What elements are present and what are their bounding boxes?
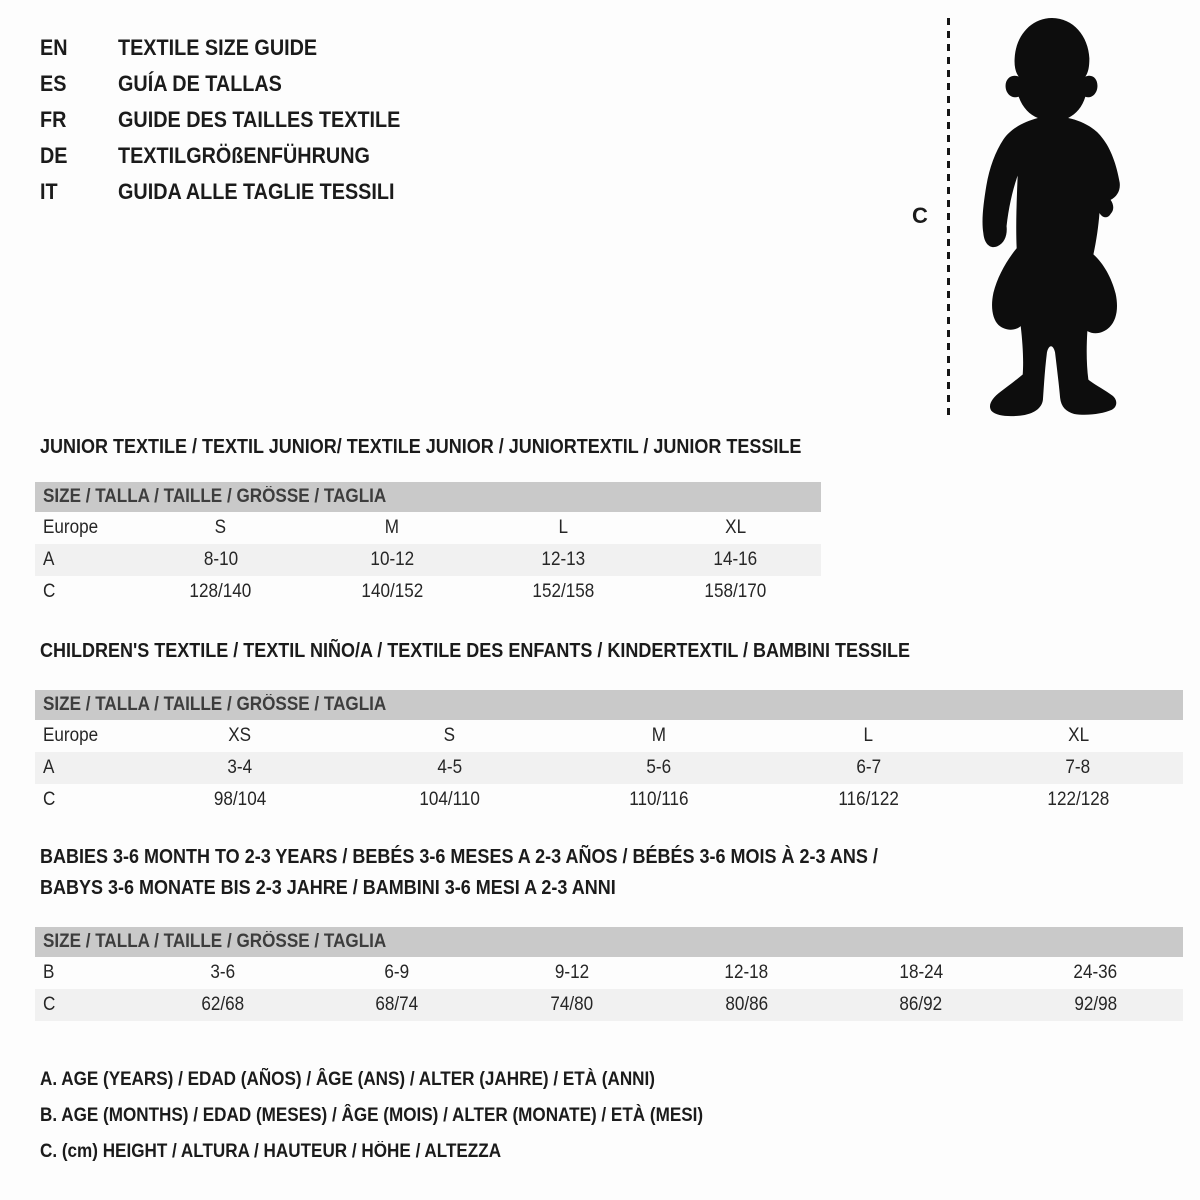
language-row: [40, 66, 432, 102]
row-label: B: [43, 962, 55, 983]
size-value: S: [443, 725, 456, 746]
height-value: 92/98: [1074, 994, 1118, 1015]
height-value: 68/74: [375, 994, 419, 1015]
height-value: 152/158: [532, 581, 595, 602]
height-value: 116/122: [838, 789, 899, 810]
age-value: 8-10: [203, 549, 238, 570]
height-value: 122/128: [1047, 789, 1110, 810]
height-value: 140/152: [361, 581, 424, 602]
language-row: [40, 138, 432, 174]
age-value: 6-7: [856, 757, 881, 778]
language-code: EN: [40, 35, 68, 60]
height-label-c: C: [912, 203, 928, 228]
age-value: 7-8: [1065, 757, 1091, 778]
size-header-bar: SIZE / TALLA / TAILLE / GRÖSSE / TAGLIA: [35, 690, 1183, 720]
row-label: A: [43, 549, 55, 570]
age-value: 3-4: [227, 757, 253, 778]
language-title: GUIDE DES TAILLES TEXTILE: [118, 107, 401, 132]
age-value: 18-24: [899, 962, 943, 983]
language-title: GUÍA DE TALLAS: [118, 71, 282, 96]
size-header-bar: SIZE / TALLA / TAILLE / GRÖSSE / TAGLIA: [35, 482, 821, 512]
size-value: XL: [724, 517, 746, 538]
table-row: [35, 989, 1183, 1021]
age-value: 6-9: [384, 962, 410, 983]
legend-line-a: A. AGE (YEARS) / EDAD (AÑOS) / ÂGE (ANS) / ALTER (JAHRE) / ETÀ (ANNI): [40, 1069, 655, 1090]
table-row: [35, 544, 821, 576]
age-value: 14-16: [713, 549, 758, 570]
language-title: TEXTILE SIZE GUIDE: [118, 35, 318, 60]
size-value: XS: [228, 725, 252, 746]
row-label: A: [43, 757, 55, 778]
babies-table: [35, 927, 1183, 1021]
height-value: 98/104: [213, 789, 266, 810]
babies-heading: BABIES 3-6 MONTH TO 2-3 YEARS / BEBÉS 3-6 MESES A 2-3 AÑOS / BÉBÉS 3-6 MOIS À 2-3 ANS / BABYS 3-6 MONATE BIS 2-3 JAHRE / BAMBINI 3-6 MESI A 2-3 ANNI: [40, 846, 878, 899]
age-value: 5-6: [646, 757, 672, 778]
children-heading: CHILDREN'S TEXTILE / TEXTIL NIÑO/A / TEXTILE DES ENFANTS / KINDERTEXTIL / BAMBINI TESSILE: [40, 640, 911, 662]
row-label: C: [43, 789, 56, 810]
language-code: IT: [40, 179, 58, 204]
age-value: 10-12: [370, 549, 415, 570]
age-value: 12-13: [541, 549, 586, 570]
height-value: 128/140: [189, 581, 252, 602]
language-row: [40, 30, 432, 66]
height-value: 104/110: [419, 789, 480, 810]
language-row: [40, 174, 432, 210]
size-value: L: [863, 725, 874, 746]
row-label: Europe: [43, 517, 99, 538]
age-value: 3-6: [209, 962, 235, 983]
table-row: [35, 957, 1183, 989]
table-row: [35, 576, 821, 608]
size-header-bar: SIZE / TALLA / TAILLE / GRÖSSE / TAGLIA: [35, 927, 1183, 957]
size-value: M: [385, 517, 400, 538]
junior-table: [35, 482, 821, 608]
height-value: 86/92: [899, 994, 943, 1015]
age-value: 9-12: [554, 962, 589, 983]
age-value: 24-36: [1073, 962, 1118, 983]
language-row: [40, 102, 432, 138]
table-row: [35, 512, 821, 544]
height-value: 80/86: [724, 994, 768, 1015]
height-value: 62/68: [200, 994, 244, 1015]
children-table: [35, 690, 1183, 816]
junior-heading: JUNIOR TEXTILE / TEXTIL JUNIOR/ TEXTILE JUNIOR / JUNIORTEXTIL / JUNIOR TESSILE: [40, 436, 802, 458]
row-label: C: [43, 994, 56, 1015]
language-code: FR: [40, 107, 67, 132]
size-value: S: [215, 517, 227, 538]
table-row: [35, 784, 1183, 816]
table-row: [35, 752, 1183, 784]
language-title-list: [40, 30, 432, 210]
language-title: TEXTILGRÖßENFÜHRUNG: [118, 143, 370, 168]
language-title: GUIDA ALLE TAGLIE TESSILI: [118, 179, 395, 204]
language-code: DE: [40, 143, 68, 168]
size-value: XL: [1067, 725, 1089, 746]
row-label: Europe: [43, 725, 99, 746]
legend-line-c: C. (cm) HEIGHT / ALTURA / HAUTEUR / HÖHE / ALTEZZA: [40, 1141, 502, 1162]
height-value: 110/116: [629, 789, 689, 810]
legend-line-b: B. AGE (MONTHS) / EDAD (MESES) / ÂGE (MOIS) / ALTER (MONATE) / ETÀ (MESI): [40, 1105, 704, 1126]
height-value: 74/80: [550, 994, 594, 1015]
legend: [40, 1062, 777, 1170]
table-row: [35, 720, 1183, 752]
size-value: M: [651, 725, 667, 746]
age-value: 4-5: [437, 757, 462, 778]
row-label: C: [43, 581, 56, 602]
size-value: L: [558, 517, 569, 538]
height-value: 158/170: [704, 581, 767, 602]
language-code: ES: [40, 71, 67, 96]
height-measure-dashed-line: [947, 18, 950, 418]
toddler-silhouette: [963, 16, 1139, 420]
age-value: 12-18: [724, 962, 769, 983]
